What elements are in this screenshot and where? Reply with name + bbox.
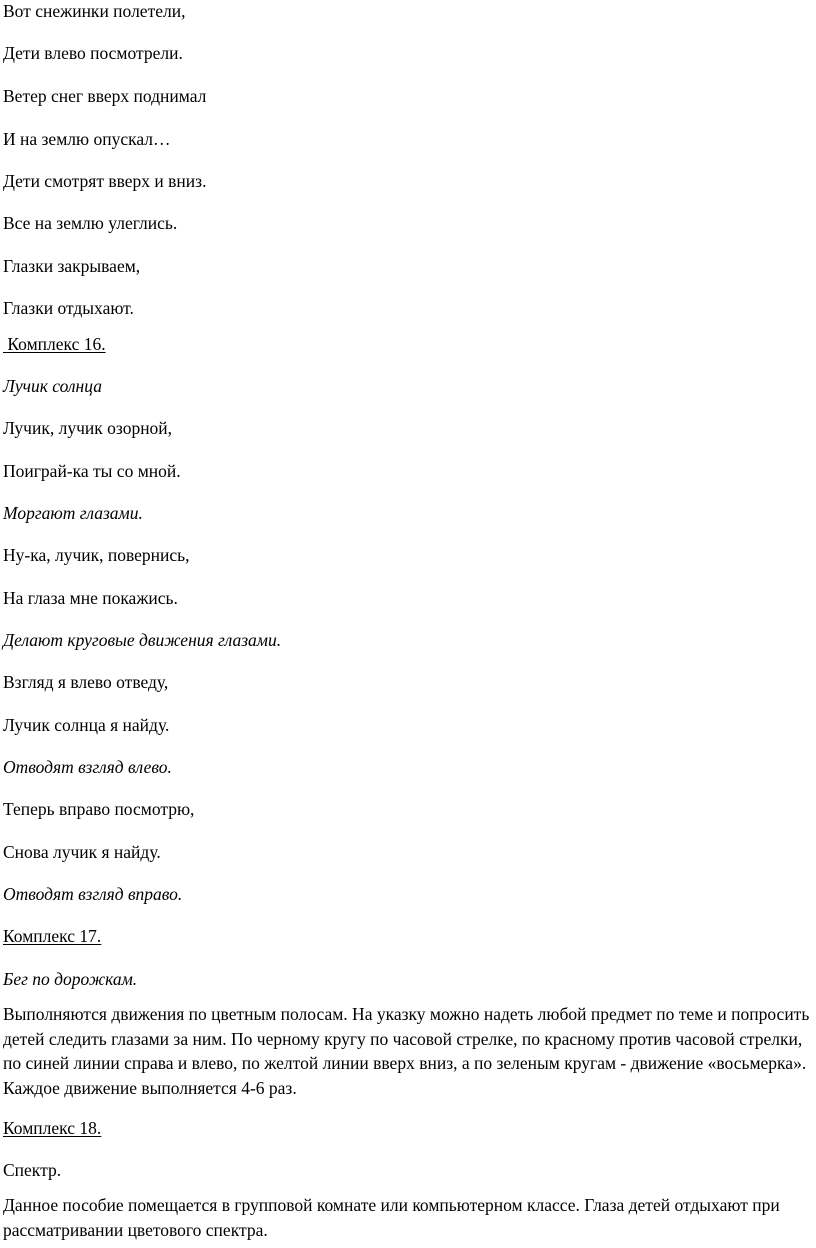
poem-line: Ветер снег вверх поднимал [3, 86, 207, 106]
complex-18-heading: Комплекс 18. [3, 1118, 102, 1138]
poem-line: Поиграй-ка ты со мной. [3, 461, 181, 481]
poem-line: Глазки отдыхают. [3, 298, 134, 318]
complex-17-title: Бег по дорожкам. [3, 969, 138, 989]
poem-line: Лучик, лучик озорной, [3, 418, 173, 438]
poem-line: Теперь вправо посмотрю, [3, 799, 195, 819]
instruction-line: Делают круговые движения глазами. [3, 630, 282, 650]
poem-line: Дети влево посмотрели. [3, 43, 183, 63]
complex-18-title: Спектр. [3, 1160, 62, 1180]
poem-line: На глаза мне покажись. [3, 588, 178, 608]
poem-line: Ну-ка, лучик, повернись, [3, 545, 190, 565]
poem-line: Все на землю улеглись. [3, 213, 178, 233]
complex-17-heading: Комплекс 17. [3, 926, 102, 946]
poem-line: Взгляд я влево отведу, [3, 672, 169, 692]
complex-17-paragraph: Выполняются движения по цветным полосам. На указку можно надеть любой предмет по теме и попросить детей следить глазами за ним. По черному кругу по часовой стрелке, по красному против часовой стрелки, по синей линии справа и влево, по желтой линии вверх вниз, а по зеленым кругам - движение «восьмерка». Каждое движение выполняется 4-6 раз. [3, 1004, 810, 1098]
instruction-line: Отводят взгляд вправо. [3, 884, 183, 904]
poem-line: И на землю опускал… [3, 129, 171, 149]
poem-line: Лучик солнца я найду. [3, 715, 170, 735]
instruction-line: Моргают глазами. [3, 503, 143, 523]
poem-line: Снова лучик я найду. [3, 842, 161, 862]
complex-16-heading: Комплекс 16. [3, 334, 106, 354]
poem-line: Дети смотрят вверх и вниз. [3, 171, 207, 191]
complex-16-title: Лучик солнца [3, 376, 102, 396]
poem-line: Глазки закрываем, [3, 256, 141, 276]
poem-line: Вот снежинки полетели, [3, 1, 186, 21]
complex-18-paragraph: Данное пособие помещается в групповой комнате или компьютерном классе. Глаза детей отдыхают при рассматривании цветового спектра. [3, 1195, 780, 1240]
instruction-line: Отводят взгляд влево. [3, 757, 172, 777]
